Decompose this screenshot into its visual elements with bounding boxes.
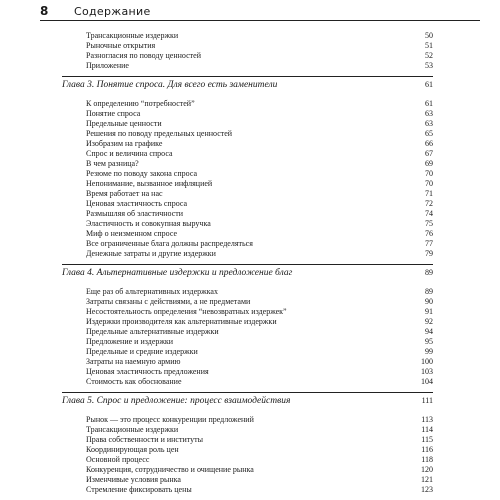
toc-entry	[62, 109, 433, 119]
toc-entry-page: 92	[425, 317, 433, 326]
toc-entry-title: Стремление фиксировать цены	[86, 485, 192, 494]
chapter-heading	[62, 265, 433, 281]
toc-entry	[62, 367, 433, 377]
toc-entry-page: 120	[421, 465, 433, 474]
toc-entry-page: 74	[425, 209, 433, 218]
toc-entry-title: Размышляя об эластичности	[86, 209, 184, 218]
toc-entry	[62, 179, 433, 189]
toc-entry-page: 67	[425, 149, 433, 158]
toc-entry-title: В чем разница?	[86, 159, 139, 168]
toc-entry	[62, 465, 433, 475]
toc-entry-title: Ценовая эластичность предложения	[86, 367, 209, 376]
toc-entry	[62, 317, 433, 327]
toc-entry-title: Предложение и издержки	[86, 337, 174, 346]
toc-entry-title: Понятие спроса	[86, 109, 141, 118]
toc-entry	[62, 129, 433, 139]
toc-entry	[62, 357, 433, 367]
toc-entry-title: Издержки производителя как альтернативные издержки	[86, 317, 277, 326]
toc-entry-title: Конкуренция, сотрудничество и очищение рынка	[86, 465, 254, 474]
toc-entry-page: 75	[425, 219, 433, 228]
toc-entry	[62, 249, 433, 259]
toc-entry-page: 104	[421, 377, 433, 386]
toc-entry	[62, 327, 433, 337]
toc-entry-title: Спрос и величина спроса	[86, 149, 173, 158]
toc-entry-page: 69	[425, 159, 433, 168]
toc-entry	[62, 425, 433, 435]
toc-entry-title: Денежные затраты и другие издержки	[86, 249, 216, 258]
table-of-contents	[62, 31, 433, 495]
toc-entry-page: 114	[421, 425, 433, 434]
toc-entry-title: Изменчивые условия рынка	[86, 475, 181, 484]
chapter-title: Глава 5. Спрос и предложение: процесс взаимодействия	[62, 396, 291, 406]
toc-entry	[62, 307, 433, 317]
toc-entry-title: К определению “потребностей”	[86, 99, 195, 108]
toc-entry-title: Рынок — это процесс конкуренции предложений	[86, 415, 254, 424]
toc-entry	[62, 435, 433, 445]
toc-entry-page: 51	[425, 41, 433, 50]
toc-entry-page: 70	[425, 179, 433, 188]
chapter-heading	[62, 77, 433, 93]
toc-entry-page: 116	[421, 445, 433, 454]
toc-entry-page: 100	[421, 357, 433, 366]
page-header	[40, 4, 480, 18]
toc-entry-title: Трансакционные издержки	[86, 31, 179, 40]
toc-entry-page: 113	[421, 415, 433, 424]
toc-entry-page: 95	[425, 337, 433, 346]
toc-entry-title: Несостоятельность определения “невозвратных издержек”	[86, 307, 287, 316]
toc-entry	[62, 475, 433, 485]
toc-entry-title: Миф о неизменном спросе	[86, 229, 178, 238]
toc-entry-title: Затраты связаны с действиями, а не предметами	[86, 297, 251, 306]
toc-entry-title: Еще раз об альтернативных издержках	[86, 287, 218, 296]
chapter-page: 89	[425, 268, 433, 277]
toc-entry	[62, 455, 433, 465]
chapter-title: Глава 3. Понятие спроса. Для всего есть заменители	[62, 80, 278, 90]
toc-entry	[62, 139, 433, 149]
toc-entry-title: Время работает на нас	[86, 189, 163, 198]
toc-entry-page: 65	[425, 129, 433, 138]
toc-entry	[62, 169, 433, 179]
toc-entry-page: 53	[425, 61, 433, 70]
toc-entry-page: 72	[425, 199, 433, 208]
toc-entry-title: Предельные и средние издержки	[86, 347, 198, 356]
toc-entry-title: Все ограниченные блага должны распределяться	[86, 239, 253, 248]
toc-entry-page: 70	[425, 169, 433, 178]
chapter-heading	[62, 393, 433, 409]
toc-entry-title: Права собственности и институты	[86, 435, 204, 444]
toc-entry-page: 52	[425, 51, 433, 60]
toc-entry-page: 66	[425, 139, 433, 148]
toc-entry	[62, 297, 433, 307]
toc-entry	[62, 347, 433, 357]
toc-entry-title: Изобразим на графике	[86, 139, 163, 148]
toc-entry-title: Резюме по поводу закона спроса	[86, 169, 198, 178]
toc-entry-page: 94	[425, 327, 433, 336]
toc-entry	[62, 119, 433, 129]
toc-entry-page: 63	[425, 119, 433, 128]
toc-entry	[62, 445, 433, 455]
toc-entry	[62, 99, 433, 109]
toc-entry-page: 123	[421, 485, 433, 494]
toc-entry-page: 50	[425, 31, 433, 40]
chapter-title: Глава 4. Альтернативные издержки и предложение благ	[62, 268, 293, 278]
toc-entry-page: 61	[425, 99, 433, 108]
toc-entry-page: 71	[425, 189, 433, 198]
toc-entry-page: 89	[425, 287, 433, 296]
running-header-title: Содержание	[74, 5, 151, 18]
toc-entry	[62, 239, 433, 249]
toc-entry-page: 77	[425, 239, 433, 248]
toc-entry	[62, 41, 433, 51]
toc-entry	[62, 229, 433, 239]
toc-entry-page: 121	[421, 475, 433, 484]
toc-entry-title: Затраты на наемную армию	[86, 357, 181, 366]
toc-entry-title: Решения по поводу предельных ценностей	[86, 129, 233, 138]
toc-entry-title: Непонимание, вызванное инфляцией	[86, 179, 213, 188]
toc-entry-title: Стоимость как обоснование	[86, 377, 182, 386]
toc-entry-page: 63	[425, 109, 433, 118]
toc-entry-page: 118	[421, 455, 433, 464]
toc-entry	[62, 61, 433, 71]
toc-entry-title: Разногласия по поводу ценностей	[86, 51, 201, 60]
toc-entry	[62, 485, 433, 495]
toc-entry-page: 115	[421, 435, 433, 444]
toc-entry	[62, 189, 433, 199]
toc-entry	[62, 51, 433, 61]
toc-entry-page: 103	[421, 367, 433, 376]
chapter-page: 61	[425, 80, 433, 89]
toc-entry-title: Предельные альтернативные издержки	[86, 327, 219, 336]
toc-entry	[62, 199, 433, 209]
toc-entry-title: Координирующая роль цен	[86, 445, 179, 454]
toc-entry-page: 99	[425, 347, 433, 356]
toc-entry	[62, 159, 433, 169]
page-number: 8	[40, 4, 49, 18]
toc-entry-title: Ценовая эластичность спроса	[86, 199, 188, 208]
toc-entry-title: Предельные ценности	[86, 119, 162, 128]
toc-entry-title: Трансакционные издержки	[86, 425, 179, 434]
toc-entry	[62, 209, 433, 219]
toc-entry-title: Основной процесс	[86, 455, 150, 464]
toc-entry	[62, 337, 433, 347]
toc-entry-title: Приложение	[86, 61, 129, 70]
toc-entry-page: 76	[425, 229, 433, 238]
toc-entry	[62, 377, 433, 387]
toc-entry-title: Эластичность и совокупная выручка	[86, 219, 211, 228]
chapter-page: 111	[421, 396, 433, 405]
header-rule	[40, 20, 480, 21]
toc-entry	[62, 415, 433, 425]
toc-entry-title: Рыночные открытия	[86, 41, 156, 50]
toc-entry-page: 79	[425, 249, 433, 258]
toc-entry-page: 91	[425, 307, 433, 316]
toc-entry-page: 90	[425, 297, 433, 306]
toc-entry	[62, 287, 433, 297]
toc-entry	[62, 149, 433, 159]
toc-entry	[62, 219, 433, 229]
toc-entry	[62, 31, 433, 41]
